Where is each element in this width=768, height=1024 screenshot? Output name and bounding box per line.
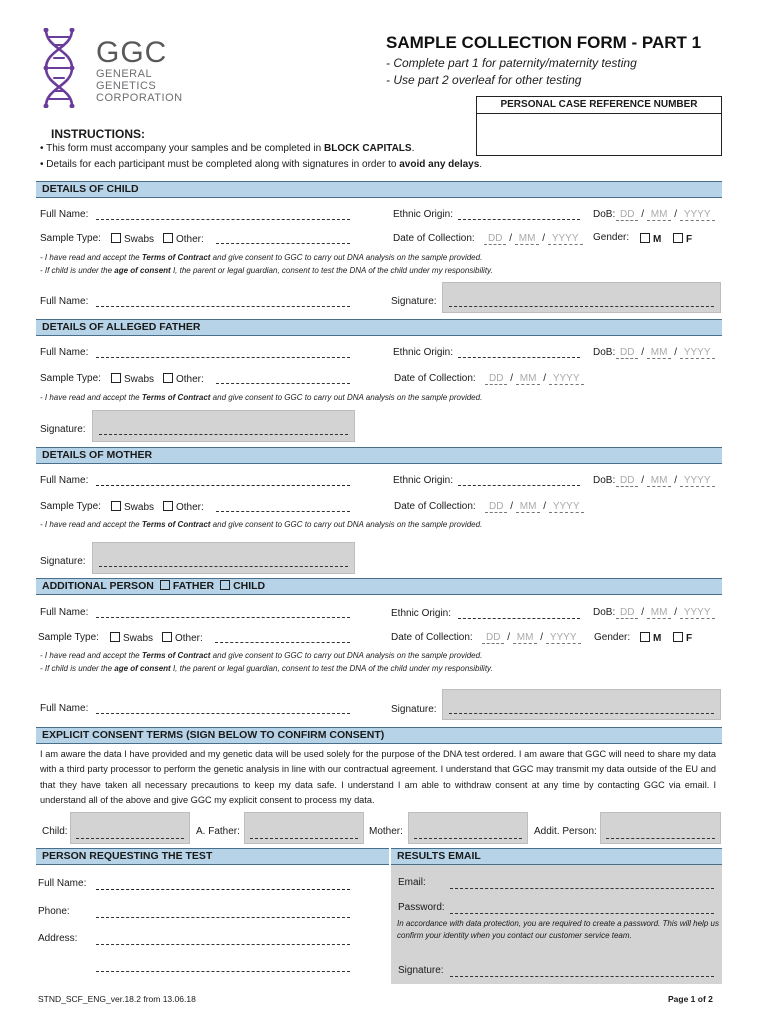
results-signature-field[interactable]	[450, 976, 714, 977]
father-ethnic-origin-label: Ethnic Origin:	[393, 347, 454, 358]
child-signature-box[interactable]	[442, 282, 721, 313]
results-signature-label: Signature:	[398, 965, 444, 976]
explicit-mother-label: Mother:	[369, 826, 403, 837]
child-gender-female[interactable]: F	[673, 233, 692, 245]
mother-full-name-label: Full Name:	[40, 475, 89, 486]
additional-father-option[interactable]: FATHER	[160, 579, 214, 594]
mother-swabs-option[interactable]: Swabs	[111, 501, 154, 513]
requesting-phone-field[interactable]	[96, 917, 350, 918]
section-requesting-header: PERSON REQUESTING THE TEST	[36, 848, 389, 865]
checkbox-icon[interactable]	[673, 233, 683, 243]
results-password-note: In accordance with data protection, you are required to create a password. This will help us confirm your identity when you contact our customer service team.	[397, 919, 719, 940]
child-other-option[interactable]: Other:	[163, 233, 204, 245]
additional-ethnic-origin-field[interactable]	[458, 618, 580, 619]
requesting-address-field-1[interactable]	[96, 944, 350, 945]
checkbox-icon[interactable]	[163, 233, 173, 243]
requesting-address-label: Address:	[38, 933, 78, 944]
explicit-addit-signature[interactable]	[600, 812, 721, 844]
father-ethnic-origin-field[interactable]	[458, 357, 580, 358]
additional-guardian-name-label: Full Name:	[40, 703, 89, 714]
checkbox-icon[interactable]	[111, 501, 121, 511]
child-gender-label: Gender:	[593, 232, 630, 243]
results-email-field[interactable]	[450, 888, 714, 889]
explicit-father-label: A. Father:	[196, 826, 240, 837]
results-password-label: Password:	[398, 902, 445, 913]
section-results-header: RESULTS EMAIL	[391, 848, 722, 865]
checkbox-icon[interactable]	[110, 632, 120, 642]
requesting-full-name-field[interactable]	[96, 889, 350, 890]
additional-full-name-label: Full Name:	[40, 607, 89, 618]
mother-ethnic-origin-field[interactable]	[458, 485, 580, 486]
father-signature-box[interactable]	[92, 410, 355, 442]
father-dob-field[interactable]: DD / MM / YYYY	[616, 347, 715, 358]
checkbox-icon[interactable]	[640, 632, 650, 642]
mother-date-collection-label: Date of Collection:	[394, 501, 476, 512]
form-subtitle-2: - Use part 2 overleaf for other testing	[386, 73, 582, 87]
case-reference-title: PERSONAL CASE REFERENCE NUMBER	[477, 97, 721, 114]
instruction-line-2: • Details for each participant must be completed along with signatures in order to avoid any delays.	[40, 159, 483, 170]
mother-signature-label: Signature:	[40, 556, 86, 567]
checkbox-icon[interactable]	[111, 233, 121, 243]
mother-dob-field[interactable]: DD / MM / YYYY	[616, 475, 715, 486]
father-swabs-option[interactable]: Swabs	[111, 373, 154, 385]
father-signature-label: Signature:	[40, 424, 86, 435]
father-date-collection-label: Date of Collection:	[394, 373, 476, 384]
mother-signature-box[interactable]	[92, 542, 355, 574]
section-child-header: DETAILS OF CHILD	[36, 181, 722, 198]
additional-swabs-option[interactable]: Swabs	[110, 632, 153, 644]
mother-date-collection-field[interactable]: DD / MM / YYYY	[485, 501, 584, 512]
checkbox-icon[interactable]	[640, 233, 650, 243]
additional-ethnic-origin-label: Ethnic Origin:	[391, 608, 452, 619]
child-consent-note: - I have read and accept the Terms of Contract and give consent to GGC to carry out DNA analysis on the sample provided.	[40, 253, 483, 262]
section-additional-header: ADDITIONAL PERSON FATHER CHILD	[36, 578, 722, 595]
additional-sample-type-label: Sample Type:	[38, 632, 99, 643]
mother-dob-label: DoB:	[593, 475, 616, 486]
mother-other-option[interactable]: Other:	[163, 501, 204, 513]
child-minor-note: - If child is under the age of consent I, the parent or legal guardian, consent to test the DNA of the child under my responsibility.	[40, 266, 493, 275]
additional-gender-female[interactable]: F	[673, 632, 692, 644]
additional-guardian-name-field[interactable]	[96, 713, 350, 714]
additional-consent-note: - I have read and accept the Terms of Contract and give consent to GGC to carry out DNA analysis on the sample provided.	[40, 651, 483, 660]
footer-version: STND_SCF_ENG_ver.18.2 from 13.06.18	[38, 994, 196, 1004]
additional-other-option[interactable]: Other:	[162, 632, 203, 644]
instructions-title: INSTRUCTIONS:	[51, 127, 145, 141]
checkbox-icon[interactable]	[111, 373, 121, 383]
section-mother-header: DETAILS OF MOTHER	[36, 447, 722, 464]
father-other-option[interactable]: Other:	[163, 373, 204, 385]
results-password-field[interactable]	[450, 913, 714, 914]
child-other-field[interactable]	[216, 243, 350, 244]
child-guardian-name-field[interactable]	[96, 306, 350, 307]
checkbox-icon[interactable]	[163, 373, 173, 383]
section-father-header: DETAILS OF ALLEGED FATHER	[36, 319, 722, 336]
case-reference-input[interactable]	[477, 114, 721, 156]
footer-page-number: Page 1 of 2	[668, 994, 713, 1004]
explicit-consent-text: I am aware the data I have provided and my genetic data will be used solely for the purpose of the DNA test ordered. I am aware that GGC will need to share my data with a third party processor to perform the genetic analysis in line with our contractual agreement. I understand that GGC may transmit my data outside of the EU and that they have taken all necessary precautions to keep my data safe. I understand I am able to withdraw consent at any time by contacting GGC via email. I understand all of the above and give GGC my explicit consent to process my data.	[40, 749, 716, 805]
father-other-field[interactable]	[216, 383, 350, 384]
father-date-collection-field[interactable]: DD / MM / YYYY	[485, 373, 584, 384]
instruction-line-1: • This form must accompany your samples and be completed in BLOCK CAPITALS.	[40, 143, 415, 154]
checkbox-icon[interactable]	[162, 632, 172, 642]
child-ethnic-origin-label: Ethnic Origin:	[393, 209, 454, 220]
additional-dob-label: DoB:	[593, 607, 616, 618]
additional-other-field[interactable]	[215, 642, 350, 643]
section-explicit-header: EXPLICIT CONSENT TERMS (SIGN BELOW TO CONFIRM CONSENT)	[36, 727, 722, 744]
case-reference-box	[476, 96, 722, 156]
child-date-collection-label: Date of Collection:	[393, 233, 475, 244]
child-guardian-name-label: Full Name:	[40, 296, 89, 307]
checkbox-icon[interactable]	[673, 632, 683, 642]
child-gender-male[interactable]: M	[640, 233, 661, 245]
child-swabs-option[interactable]: Swabs	[111, 233, 154, 245]
mother-ethnic-origin-label: Ethnic Origin:	[393, 475, 454, 486]
child-dob-field[interactable]: DD / MM / YYYY	[616, 209, 715, 220]
form-subtitle-1: - Complete part 1 for paternity/maternity testing	[386, 56, 637, 70]
results-email-label: Email:	[398, 877, 426, 888]
additional-child-option[interactable]: CHILD	[220, 579, 265, 594]
child-dob-label: DoB:	[593, 209, 616, 220]
form-title: SAMPLE COLLECTION FORM - PART 1	[386, 33, 702, 52]
father-sample-type-label: Sample Type:	[40, 373, 101, 384]
additional-dob-field[interactable]: DD / MM / YYYY	[616, 607, 715, 618]
father-full-name-label: Full Name:	[40, 347, 89, 358]
additional-full-name-field[interactable]	[96, 617, 350, 618]
additional-gender-label: Gender:	[594, 632, 631, 643]
additional-signature-label: Signature:	[391, 704, 437, 715]
explicit-child-label: Child:	[42, 826, 68, 837]
child-ethnic-origin-field[interactable]	[458, 219, 580, 220]
requesting-phone-label: Phone:	[38, 906, 70, 917]
company-logo-text: GGC	[96, 36, 168, 69]
explicit-mother-signature[interactable]	[408, 812, 528, 844]
mother-consent-note: - I have read and accept the Terms of Contract and give consent to GGC to carry out DNA analysis on the sample provided.	[40, 520, 483, 529]
mother-other-field[interactable]	[216, 511, 350, 512]
father-consent-note: - I have read and accept the Terms of Contract and give consent to GGC to carry out DNA analysis on the sample provided.	[40, 393, 483, 402]
additional-gender-male[interactable]: M	[640, 632, 661, 644]
additional-date-collection-label: Date of Collection:	[391, 632, 473, 643]
explicit-child-signature[interactable]	[70, 812, 190, 844]
child-full-name-label: Full Name:	[40, 209, 89, 220]
company-logo-subtitle: GENERAL GENETICS CORPORATION	[96, 68, 183, 104]
mother-sample-type-label: Sample Type:	[40, 501, 101, 512]
checkbox-icon[interactable]	[163, 501, 173, 511]
child-full-name-field[interactable]	[96, 219, 350, 220]
child-sample-type-label: Sample Type:	[40, 233, 101, 244]
additional-minor-note: - If child is under the age of consent I, the parent or legal guardian, consent to test the DNA of the child under my responsibility.	[40, 664, 493, 673]
checkbox-icon[interactable]	[220, 580, 230, 590]
father-dob-label: DoB:	[593, 347, 616, 358]
mother-full-name-field[interactable]	[96, 485, 350, 486]
father-full-name-field[interactable]	[96, 357, 350, 358]
child-date-collection-field[interactable]: DD / MM / YYYY	[484, 233, 583, 244]
dna-logo-icon	[40, 28, 80, 108]
explicit-father-signature[interactable]	[244, 812, 364, 844]
additional-signature-box[interactable]	[442, 689, 721, 720]
explicit-addit-label: Addit. Person:	[534, 826, 597, 837]
checkbox-icon[interactable]	[160, 580, 170, 590]
child-signature-label: Signature:	[391, 296, 437, 307]
requesting-address-field-2[interactable]	[96, 971, 350, 972]
additional-date-collection-field[interactable]: DD / MM / YYYY	[482, 632, 581, 643]
requesting-full-name-label: Full Name:	[38, 878, 87, 889]
